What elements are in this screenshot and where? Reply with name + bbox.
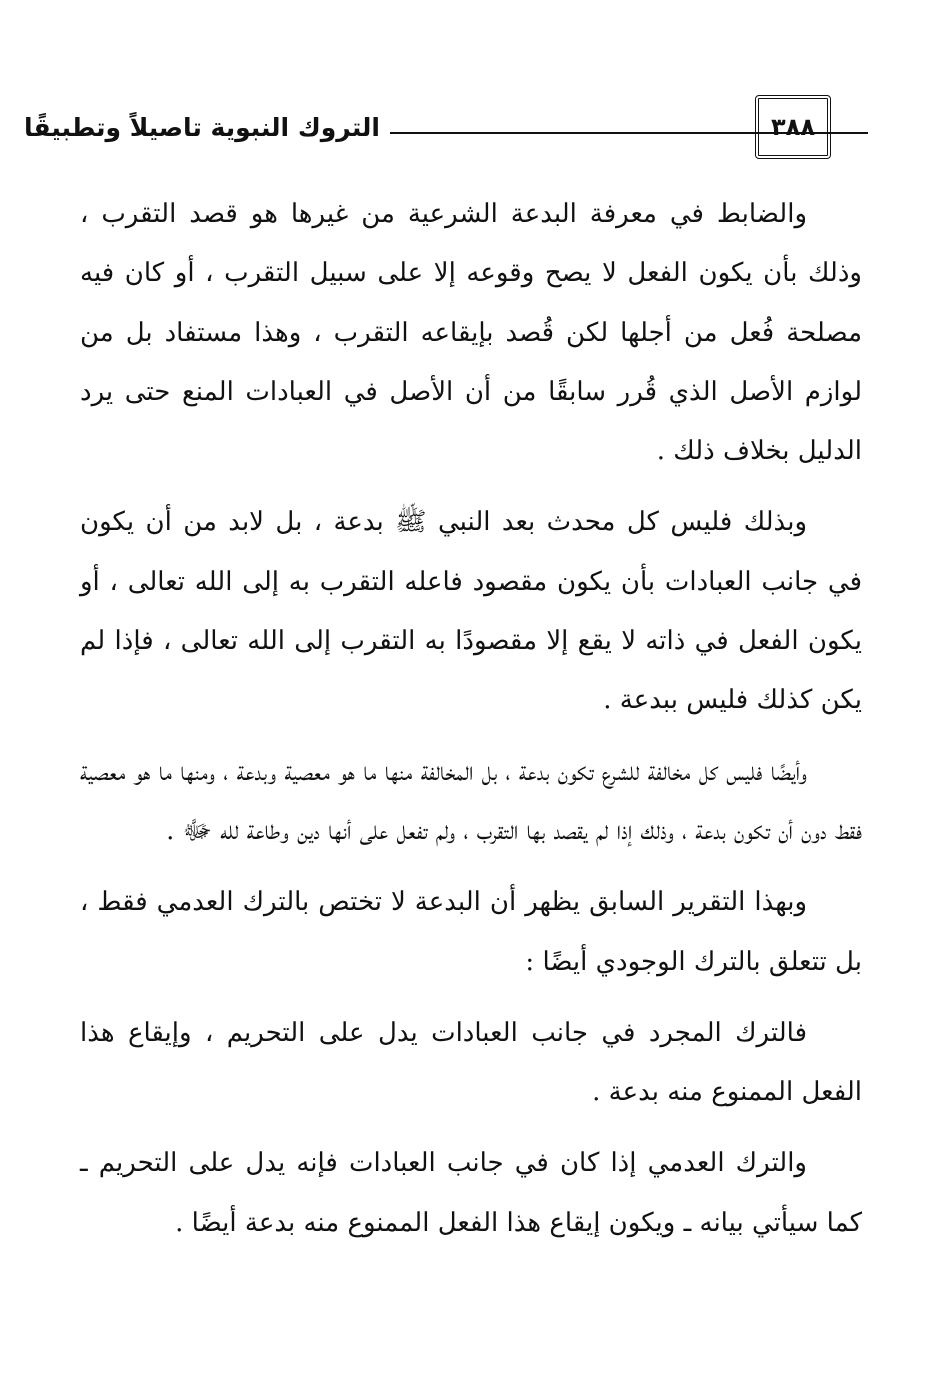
paragraph: وبذلك فليس كل محدث بعد النبي ﷺ بدعة ، بل لابد من أن يكون في جانب العبادات بأن يكون مقصود فاعله التقرب به إلى الله تعالى ، أو يكون الفعل في ذاته لا يقع إلا مقصودًا به التقرب إلى الله تعالى ، فإذا لم يكن كذلك فليس ببدعة . <box>80 507 862 716</box>
paragraph: والترك العدمي إذا كان في جانب العبادات فإنه يدل على التحريم ـ كما سيأتي بيانه ـ ويكون إيقاع هذا الفعل الممنوع منه بدعة أيضًا . <box>80 1148 862 1238</box>
paragraph: فالترك المجرد في جانب العبادات يدل على التحريم ، وإيقاع هذا الفعل الممنوع منه بدعة . <box>80 1017 862 1108</box>
header-rule-short <box>823 132 868 134</box>
paragraph: والضابط في معرفة البدعة الشرعية من غيرها هو قصد التقرب ، وذلك بأن يكون الفعل لا يصح وقوعه إلا على سبيل التقرب ، أو كان فيه مصلحة فُعل من أجلها لكن قُصد بإيقاعه التقرب ، وهذا مستفاد بل من لوازم الأصل الذي قُرر سابقًا من أن الأصل في العبادات المنع حتى يرد الدليل بخلاف ذلك . <box>80 199 862 467</box>
running-header <box>23 95 870 167</box>
book-title: التروك النبوية تاصيلاً وتطبيقًا <box>23 113 380 142</box>
page-body <box>80 185 862 1253</box>
page-number: ٣٨٨ <box>755 95 831 159</box>
paragraph: وبهذا التقرير السابق يظهر أن البدعة لا تختص بالترك العدمي فقط ، بل تتعلق بالترك الوجودي أيضًا : <box>80 887 862 977</box>
paragraph: وأيضًا فليس كل مخالفة للشرع تكون بدعة ، بل المخالفة منها ما هو معصية وبدعة ، ومنها ما هو معصية فقط دون أن تكون بدعة ، وذلك إذا لم يقصد بها التقرب ، ولم تفعل على أنها دين وطاعة لله ﷻ . <box>80 756 862 846</box>
